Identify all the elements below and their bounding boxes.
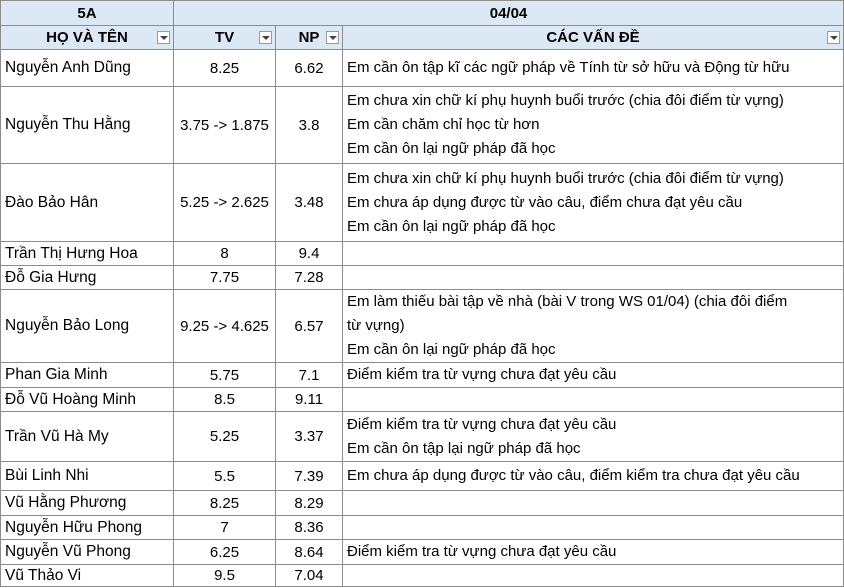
issue-line: Điểm kiểm tra từ vựng chưa đạt yêu cầu (347, 543, 617, 560)
issues-cell[interactable] (343, 290, 844, 363)
student-name-cell[interactable]: Bùi Linh Nhi (1, 462, 174, 491)
np-score-cell[interactable]: 7.04 (276, 565, 343, 587)
table-row (1, 491, 844, 516)
np-score-cell[interactable]: 7.28 (276, 266, 343, 290)
np-score-cell[interactable]: 6.57 (276, 290, 343, 363)
tv-score-cell[interactable]: 9.5 (174, 565, 276, 587)
filter-dropdown-icon[interactable] (326, 31, 339, 44)
table-row (1, 290, 844, 363)
np-score-cell[interactable]: 6.62 (276, 50, 343, 87)
issue-line: Em làm thiếu bài tập về nhà (bài V trong WS 01/04) (chia đôi điểm (347, 293, 788, 310)
issues-cell[interactable] (343, 491, 844, 516)
issue-line: Em cần ôn lại ngữ pháp đã học (347, 217, 556, 235)
issue-line: Điểm kiểm tra từ vựng chưa đạt yêu cầu (347, 415, 617, 433)
tv-score-cell[interactable]: 8.25 (174, 50, 276, 87)
column-header-name-label: HỌ VÀ TÊN (46, 29, 128, 46)
np-score-cell[interactable]: 3.8 (276, 87, 343, 164)
issue-line: Em cần ôn lại ngữ pháp đã học (347, 140, 556, 157)
np-score-cell[interactable]: 7.1 (276, 363, 343, 388)
student-name-cell[interactable]: Nguyễn Thu Hằng (1, 87, 174, 164)
tv-score-cell[interactable]: 5.25 (174, 412, 276, 462)
tv-score-cell[interactable]: 7 (174, 516, 276, 540)
table-row (1, 363, 844, 388)
issues-cell[interactable] (343, 164, 844, 242)
np-score-cell[interactable]: 9.11 (276, 388, 343, 412)
tv-score-cell[interactable]: 7.75 (174, 266, 276, 290)
table-row (1, 565, 844, 587)
class-header: 5A (1, 1, 174, 26)
np-score-cell[interactable]: 3.48 (276, 164, 343, 242)
tv-score-cell[interactable]: 8.25 (174, 491, 276, 516)
column-header-np (276, 26, 343, 50)
tv-score-cell[interactable]: 6.25 (174, 540, 276, 565)
issue-line: Em cần ôn tập kĩ các ngữ pháp về Tính từ sở hữu và Động từ hữu (347, 59, 790, 76)
issues-cell[interactable] (343, 565, 844, 587)
np-score-cell[interactable]: 8.29 (276, 491, 343, 516)
student-name-cell[interactable]: Nguyễn Anh Dũng (1, 50, 174, 87)
np-score-cell[interactable]: 9.4 (276, 242, 343, 266)
issue-line: Em chưa xin chữ kí phụ huynh buổi trước (chia đôi điểm từ vựng) (347, 169, 784, 187)
table-row (1, 242, 844, 266)
issue-line: Em chưa áp dụng được từ vào câu, điểm kiểm tra chưa đạt yêu cầu (347, 467, 800, 484)
issue-line: Em cần ôn lại ngữ pháp đã học (347, 341, 556, 358)
table-row (1, 50, 844, 87)
column-header-name (1, 26, 174, 50)
issue-line: Em cần ôn tập lại ngữ pháp đã học (347, 439, 581, 457)
student-name-cell[interactable]: Trần Vũ Hà My (1, 412, 174, 462)
issues-cell[interactable] (343, 462, 844, 491)
issues-cell[interactable] (343, 516, 844, 540)
table-row (1, 462, 844, 491)
tv-score-cell[interactable]: 5.75 (174, 363, 276, 388)
student-name-cell[interactable]: Vũ Hằng Phương (1, 491, 174, 516)
np-score-cell[interactable]: 7.39 (276, 462, 343, 491)
student-name-cell[interactable]: Phan Gia Minh (1, 363, 174, 388)
student-name-cell[interactable]: Đỗ Gia Hưng (1, 266, 174, 290)
issues-cell[interactable] (343, 412, 844, 462)
issues-cell[interactable] (343, 87, 844, 164)
issues-cell[interactable] (343, 266, 844, 290)
column-header-np-label: NP (298, 29, 320, 46)
table-row (1, 412, 844, 462)
issues-cell[interactable] (343, 363, 844, 388)
student-name-cell[interactable]: Nguyễn Vũ Phong (1, 540, 174, 565)
issues-cell[interactable] (343, 540, 844, 565)
student-name-cell[interactable]: Vũ Thảo Vi (1, 565, 174, 587)
table-row (1, 388, 844, 412)
issues-cell[interactable] (343, 50, 844, 87)
issue-line: Em cần chăm chỉ học từ hơn (347, 116, 540, 133)
issue-line: Em chưa xin chữ kí phụ huynh buổi trước (chia đôi điểm từ vựng) (347, 92, 784, 109)
table-row (1, 266, 844, 290)
column-header-tv-label: TV (214, 29, 235, 46)
tv-score-cell[interactable]: 5.5 (174, 462, 276, 491)
student-name-cell[interactable]: Nguyễn Bảo Long (1, 290, 174, 363)
issues-cell[interactable] (343, 388, 844, 412)
student-name-cell[interactable]: Nguyễn Hữu Phong (1, 516, 174, 540)
student-name-cell[interactable]: Trần Thị Hưng Hoa (1, 242, 174, 266)
table-row (1, 87, 844, 164)
table-row (1, 516, 844, 540)
date-header: 04/04 (174, 1, 844, 26)
tv-score-cell[interactable]: 8.5 (174, 388, 276, 412)
column-header-issues (343, 26, 844, 50)
filter-dropdown-icon[interactable] (157, 31, 170, 44)
table-row (1, 164, 844, 242)
tv-score-cell[interactable]: 5.25 -> 2.625 (174, 164, 276, 242)
tv-score-cell[interactable]: 3.75 -> 1.875 (174, 87, 276, 164)
issues-cell[interactable] (343, 242, 844, 266)
issue-line: Điểm kiểm tra từ vựng chưa đạt yêu cầu (347, 366, 617, 383)
issue-line: Em chưa áp dụng được từ vào câu, điểm chưa đạt yêu cầu (347, 193, 743, 211)
issue-line: từ vựng) (347, 317, 405, 334)
filter-dropdown-icon[interactable] (827, 31, 840, 44)
student-name-cell[interactable]: Đỗ Vũ Hoàng Minh (1, 388, 174, 412)
column-header-issues-label: CÁC VẤN ĐỀ (546, 29, 640, 46)
tv-score-cell[interactable]: 9.25 -> 4.625 (174, 290, 276, 363)
np-score-cell[interactable]: 8.36 (276, 516, 343, 540)
table-row (1, 540, 844, 565)
np-score-cell[interactable]: 8.64 (276, 540, 343, 565)
tv-score-cell[interactable]: 8 (174, 242, 276, 266)
filter-dropdown-icon[interactable] (259, 31, 272, 44)
student-name-cell[interactable]: Đào Bảo Hân (1, 164, 174, 242)
np-score-cell[interactable]: 3.37 (276, 412, 343, 462)
column-header-tv (174, 26, 276, 50)
